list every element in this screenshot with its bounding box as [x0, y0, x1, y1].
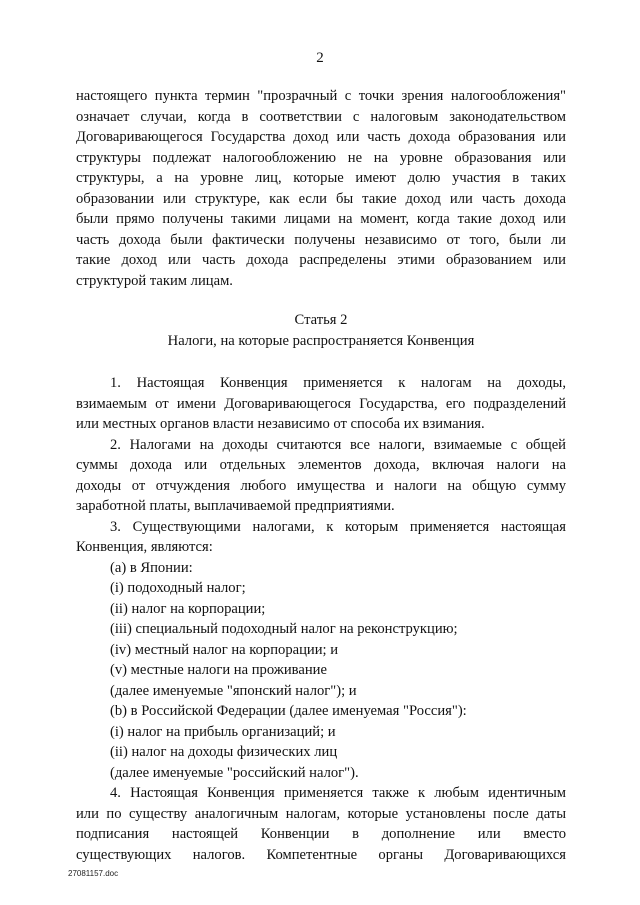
paragraph-line: взимаемым от имени Договаривающегося Государства, его подразделений [76, 395, 566, 412]
page-number: 2 [316, 50, 324, 66]
article-title: Налоги, на которые распространяется Конвенция [167, 332, 475, 349]
paragraph-line: структурой таким лицам. [76, 272, 233, 289]
paragraph-line: доходы от отчуждения любого имущества и налоги на общую сумму [76, 477, 566, 494]
paragraph-line: подписания настоящей Конвенции в дополнение или вместо [76, 826, 566, 842]
paragraph-line: образовании или структуре, как если бы такие доход или часть дохода [76, 190, 566, 207]
clause-3 [76, 517, 566, 784]
paragraph-line: Договаривающегося Государства доход или часть дохода образования или [76, 129, 566, 145]
list-item: (a) в Японии: [110, 559, 193, 576]
list-item: (iii) специальный подоходный налог на реконструкцию; [110, 621, 458, 637]
paragraph-line: 4. Настоящая Конвенция применяется также к любым идентичным [110, 785, 566, 801]
document-file-code: 27081157.doc [68, 869, 119, 878]
paragraph-line: 1. Настоящая Конвенция применяется к налогам на доходы, [110, 375, 566, 391]
paragraph-line: такие доход или часть дохода распределены этими образованием или [76, 252, 566, 268]
list-item: (iv) местный налог на корпорации; и [110, 641, 339, 658]
list-item: (i) подоходный налог; [110, 580, 246, 596]
list-item: (ii) налог на доходы физических лиц [110, 744, 338, 760]
paragraph-line: часть дохода были фактически получены независимо от того, были ли [76, 231, 566, 248]
paragraph-line: структуры подлежат налогообложению не на уровне образования или [76, 149, 566, 166]
paragraph-line: были прямо получены такими лицами на момент, когда такие доход или [76, 211, 566, 227]
list-item: (далее именуемые "российский налог"). [110, 764, 359, 781]
paragraph-line: или местных органов власти независимо от способа их взимания. [76, 416, 485, 432]
intro-paragraph [76, 86, 566, 291]
paragraph-line: заработной платы, выплачиваемой предприятиями. [76, 498, 395, 514]
paragraph-line: настоящего пункта термин "прозрачный с точки зрения налогообложения" [76, 88, 566, 104]
document-body [76, 86, 566, 865]
list-item: (v) местные налоги на проживание [110, 662, 327, 678]
paragraph-line: Конвенция, являются: [76, 539, 213, 555]
list-item: (i) налог на прибыль организаций; и [110, 723, 336, 740]
paragraph-line: 2. Налогами на доходы считаются все налоги, взимаемые с общей [110, 436, 566, 453]
paragraph-line: суммы дохода или отдельных элементов дохода, включая налоги на [76, 457, 566, 473]
list-item: (b) в Российской Федерации (далее именуемая "Россия"): [110, 703, 467, 719]
clause-2 [76, 435, 566, 517]
paragraph-line: структуры, а на уровне лиц, которые имеют долю участия в таких [76, 170, 566, 186]
paragraph-line: 3. Существующими налогами, к которым применяется настоящая [110, 518, 566, 535]
article-number: Статья 2 [294, 312, 348, 328]
paragraph-line: существующих налогов. Компетентные органы Договаривающихся [76, 846, 566, 863]
article-heading [76, 310, 566, 351]
paragraph-line: или по существу аналогичным налогам, которые установлены после даты [76, 805, 566, 822]
clause-4 [76, 783, 566, 865]
list-item: (ii) налог на корпорации; [110, 600, 266, 617]
clause-1 [76, 373, 566, 435]
paragraph-line: означает случаи, когда в соответствии с налоговым законодательством [76, 108, 566, 125]
list-item: (далее именуемые "японский налог"); и [110, 682, 357, 699]
